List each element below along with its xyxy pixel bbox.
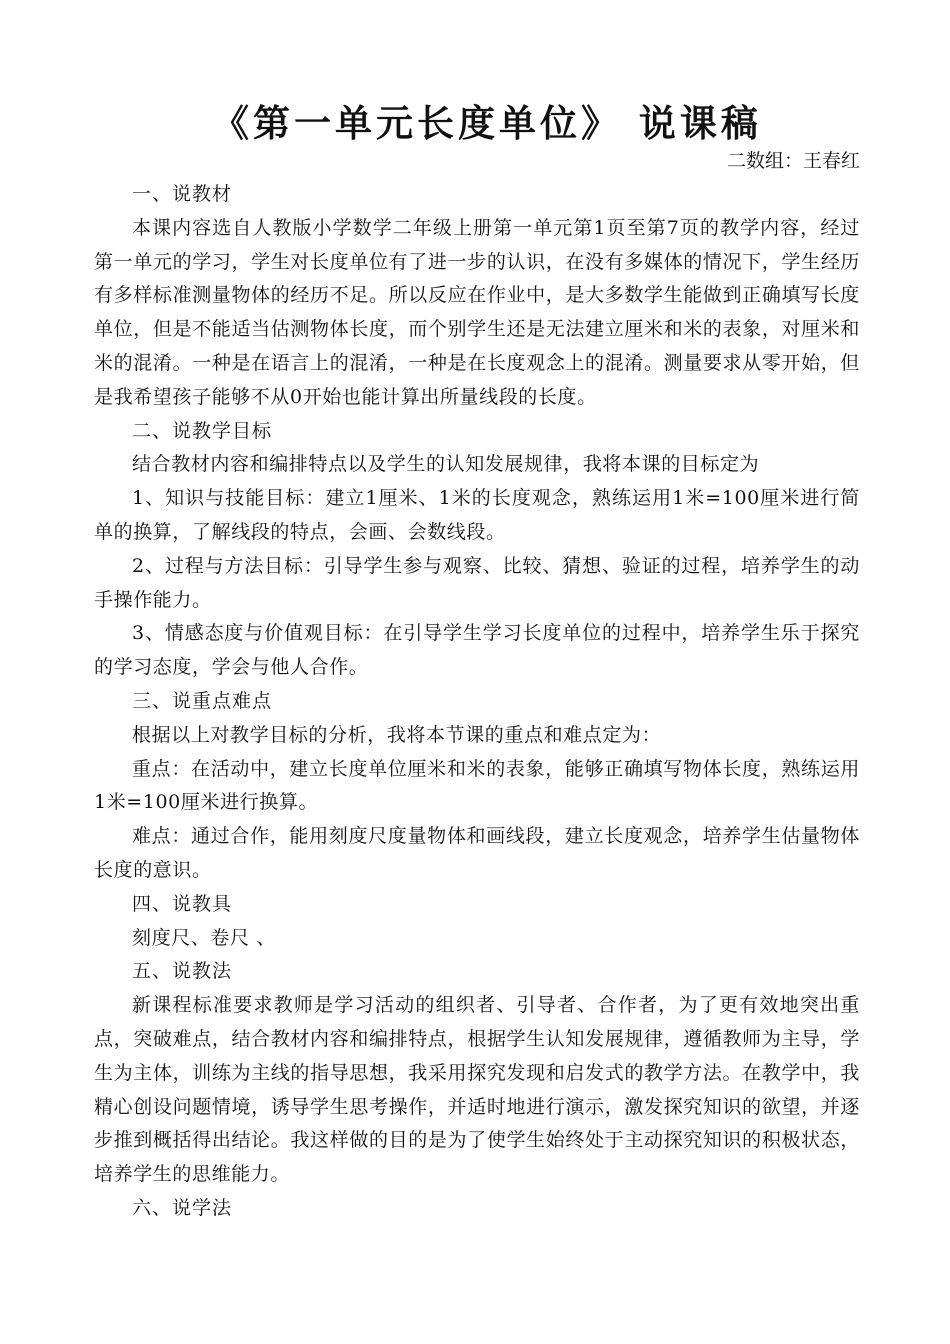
section-heading-key-points: 三、说重点难点 xyxy=(132,689,273,712)
difficult-point-paragraph: 难点：通过合作，能用刻度尺度量物体和画线段，建立长度观念，培养学生估量物体长度的意识。 xyxy=(94,825,860,881)
section-heading-objectives: 二、说教学目标 xyxy=(132,419,273,442)
section-heading-tools: 四、说教具 xyxy=(132,892,233,915)
tools-list: 刻度尺、卷尺 、 xyxy=(132,926,276,949)
section-heading-teaching-method: 五、说教法 xyxy=(132,960,233,983)
objective-attitude: 3、情感态度与价值观目标：在引导学生学习长度单位的过程中，培养学生乐于探究的学习态度，学会与他人合作。 xyxy=(94,622,860,679)
materials-paragraph: 本课内容选自人教版小学数学二年级上册第一单元第1页至第7页的教学内容，经过第一单元的学习，学生对长度单位有了进一步的认识，在没有多媒体的情况下，学生经历有多样标准测量物体的经历不足。所以反应在作业中，是大多数学生能做到正确填写长度单位，但是不能适当估测物体长度，而个别学生还是无法建立厘米和米的表象，对厘米和米的混淆。一种是在语言上的混淆，一种是在长度观念上的混淆。测量要求从零开始，但是我希望孩子能够不从0开始也能计算出所量线段的长度。 xyxy=(94,216,860,408)
section-heading-learning-method: 六、说学法 xyxy=(132,1196,233,1219)
objective-process: 2、过程与方法目标：引导学生参与观察、比较、猜想、验证的过程，培养学生的动手操作能力。 xyxy=(94,554,860,611)
key-points-intro: 根据以上对教学目标的分析，我将本节课的重点和难点定为： xyxy=(132,723,662,746)
document-title: 《第一单元长度单位》 说课稿 xyxy=(212,101,762,145)
section-heading-materials: 一、说教材 xyxy=(132,183,233,205)
teaching-method-paragraph: 新课程标准要求教师是学习活动的组织者、引导者、合作者，为了更有效地突出重点，突破难点，结合教材内容和编排特点，根据学生认知发展规律，遵循教师为主导，学生为主体，训练为主线的指导思想，我采用探究发现和启发式的教学方法。在教学中，我精心创设问题情境，诱导学生思考操作，并适时地进行演示，激发探究知识的欲望，并逐步推到概括得出结论。我这样做的目的是为了使学生始终处于主动探究知识的积极状态，培养学生的思维能力。 xyxy=(94,994,860,1186)
objective-knowledge: 1、知识与技能目标：建立1厘米、1米的长度观念，熟练运用1米=100厘米进行简单的换算，了解线段的特点，会画、会数线段。 xyxy=(94,487,860,543)
objectives-intro: 结合教材内容和编排特点以及学生的认知发展规律，我将本课的目标定为 xyxy=(132,453,760,476)
key-point-paragraph: 重点：在活动中，建立长度单位厘米和米的表象，能够正确填写物体长度，熟练运用1米=100厘米进行换算。 xyxy=(94,757,860,814)
document-page xyxy=(94,98,860,1226)
author-line: 二数组：王春红 xyxy=(726,150,860,172)
